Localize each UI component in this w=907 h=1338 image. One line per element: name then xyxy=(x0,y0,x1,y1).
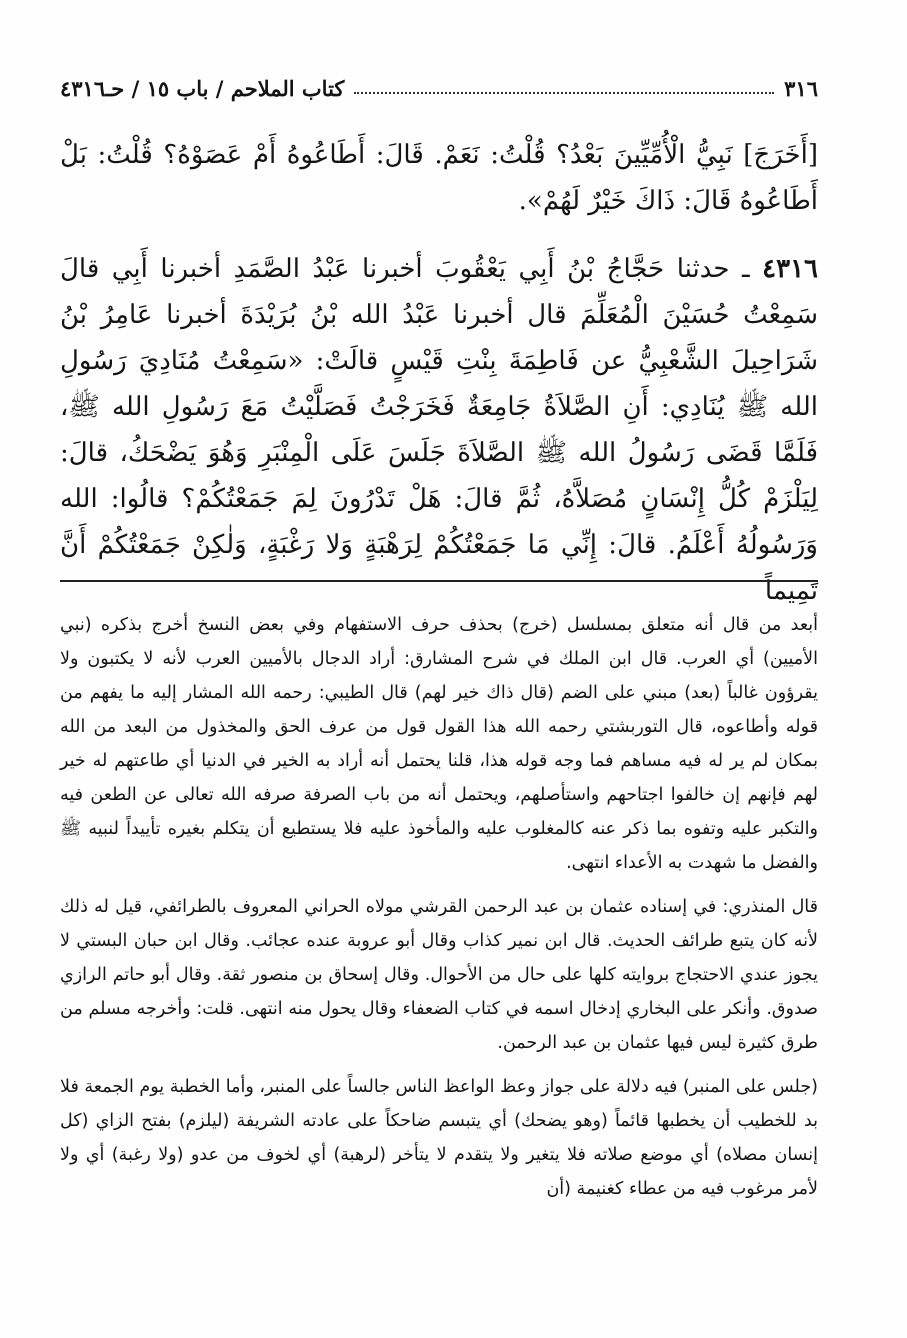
document-page xyxy=(60,58,818,1328)
page-header xyxy=(60,70,818,106)
footnote-separator xyxy=(60,580,818,582)
commentary-paragraph: أبعد من قال أنه متعلق بمسلسل (خرج) بحذف حرف الاستفهام وفي بعض النسخ أخرج بذكره (نبي الأميين) أي العرب. قال ابن الملك في شرح المشارق: أراد الدجال بالأميين العرب لأنه لا يكتبون ولا يقرؤون غالباً (بعد) مبني على الضم (قال ذاك خير لهم) قال الطيبي: رحمه الله المشار إليه ما يفهم من قوله وأطاعوه، قال التوربشتي رحمه الله هذا القول قول من عرف الحق والمخذول من البعد من الله بمكان لم ير له فيه مساهم فما وجه قوله هذا، قلنا يحتمل أنه أراد به الخير في الدنيا أي طاعتهم له خير لهم فإنهم إن خالفوا اجتاحهم واستأصلهم، ويحتمل أنه من باب الصرفة صرفه الله تعالى عن الطعن فيه والتكبر عليه وتفوه بما ذكر عنه كالمغلوب عليه والمأخوذ عليه فلا يستطيع أن يتكلم بغيره تأييداً لنبيه ﷺ والفضل ما شهدت به الأعداء انتهى. xyxy=(60,615,818,873)
commentary-paragraph: (جلس على المنبر) فيه دلالة على جواز وعظ الواعظ الناس جالساً على المنبر، وأما الخطبة يوم الجمعة فلا بد للخطيب أن يخطبها قائماً (وهو يضحك) أي يتبسم ضاحكاً على عادته الشريفة (ليلزم) بفتح الزاي (كل إنسان مصلاه) أي موضع صلاته فلا يتغير ولا يتقدم لا يتأخر (لرهبة) أي لخوف من عدو (ولا رغبة) أي ولا لأمر مرغوب فيه من عطاء كغنيمة (أن xyxy=(60,1077,818,1199)
previous-hadith-ending: [أَخَرَجَ] نَبِيُّ الْأُمِّيِّينَ بَعْدُ؟ قُلْتُ: نَعَمْ. قَالَ: أَطَاعُوهُ أَمْ عَصَوْهُ؟ قُلْتُ: بَلْ أَطَاعُوهُ قَالَ: ذَاكَ خَيْرٌ لَهُمْ». xyxy=(60,140,818,216)
hadith-text: ـ حدثنا حَجَّاجُ بْنُ أَبِي يَعْقُوبَ أخبرنا عَبْدُ الصَّمَدِ أخبرنا أَبِي قالَ سَمِعْتُ حُسَيْنَ الْمُعَلِّمَ قال أخبرنا عَبْدُ الله بْنُ بُرَيْدَةَ أخبرنا عَامِرُ بْنُ شَرَاحِيلَ الشَّعْبِيُّ عن فَاطِمَةَ بِنْتِ قَيْسٍ قالَتْ: «سَمِعْتُ مُنَادِيَ رَسُولِ الله ﷺ يُنَادِي: أَنِ الصَّلاَةُ جَامِعَةٌ فَخَرَجْتُ فَصَلَّيْتُ مَعَ رَسُولِ الله ﷺ، فَلَمَّا قَضَى رَسُولُ الله ﷺ الصَّلاَةَ جَلَسَ عَلَى الْمِنْبَرِ وَهُوَ يَضْحَكُ، قالَ: لِيَلْزَمْ كُلُّ إِنْسَانٍ مُصَلاَّهُ، ثُمَّ قالَ: هَلْ تَدْرُونَ لِمَ جَمَعْتُكُمْ؟ قالُوا: الله وَرَسُولُهُ أَعْلَمُ. قالَ: إِنِّي مَا جَمَعْتُكُمْ لِرَهْبَةٍ وَلا رَغْبَةٍ، وَلٰكِنْ جَمَعْتُكُمْ أَنَّ تَمِيماً xyxy=(60,254,818,606)
hadith-paragraph xyxy=(60,246,818,614)
hadith-number: ٤٣١٦ xyxy=(762,254,818,284)
running-title: كتاب الملاحم / باب ١٥ / حـ٤٣١٦ xyxy=(60,75,345,101)
main-text xyxy=(60,132,818,636)
commentary-paragraph: قال المنذري: في إسناده عثمان بن عبد الرحمن القرشي مولاه الحراني المعروف بالطرائفي، قيل له ذلك لأنه كان يتبع طرائف الحديث. قال ابن نمير كذاب وقال أبو عروبة عنده عجائب. وقال ابن حبان البستي لا يجوز عندي الاحتجاج بروايته كلها على حال من الأحوال. وقال إسحاق بن منصور ثقة. وقال أبو حاتم الرازي صدوق. وأنكر على البخاري إدخال اسمه في كتاب الضعفاء وقال يحول منه انتهى. قلت: وأخرجه مسلم من طرق كثيرة ليس فيها عثمان بن عبد الرحمن. xyxy=(60,897,818,1053)
page-number: ٣١٦ xyxy=(784,75,818,101)
header-leader-dots xyxy=(354,82,774,94)
commentary-section xyxy=(60,608,818,1216)
